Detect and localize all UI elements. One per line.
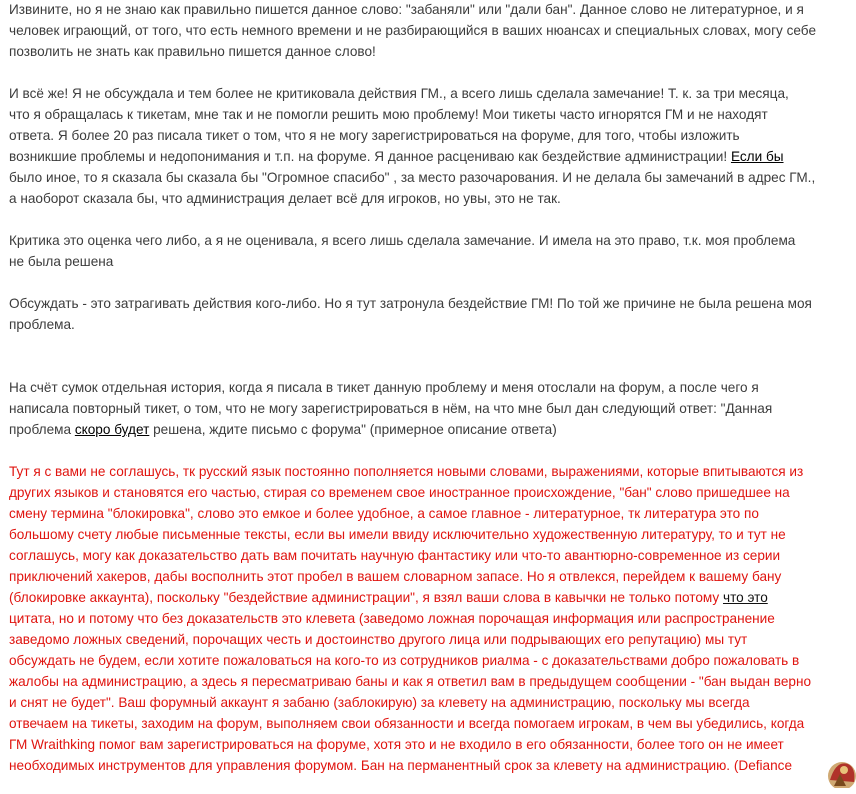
quote-line [9,146,856,167]
moderator-reply-line [9,587,856,608]
moderator-reply-line: большому счету любые письменные тексты, если вы имели ввиду исключительно художественную литературу, то и тут не [9,527,786,542]
quote-line: И всё же! Я не обсуждала и тем более не критиковала действия ГМ., а всего лишь сделала замечание! Т. к. за три месяца, [9,86,789,101]
quote-line: написала повторный тикет, о том, что не могу зарегистрироваться в нём, на что мне был дан следующий ответ: "Данная [9,401,773,416]
quote-line: Извините, но я не знаю как правильно пишется данное слово: "забаняли" или "дали бан". Данное слово не литературное, и я [9,2,804,17]
moderator-reply-line: обсуждать не будем, если хотите пожаловаться на кого-то из сотрудников риалма - с доказательствами добро пожаловать в [9,653,800,668]
moderator-reply-line: отвечаем на тикеты, заходим на форум, выполняем свои обязанности и всегда помогаем игрокам, в чем вы убедились, когда [9,716,805,731]
quote-line: На счёт сумок отдельная история, когда я писала в тикет данную проблему и меня отослали на форум, а после чего я [9,380,759,395]
quote-line: а наоборот сказала бы, что администрация делает всё для игроков, но увы, это не так. [9,191,561,206]
quote-line: было иное, то я сказала бы сказала бы "Огромное спасибо" , за место разочарования. И не делала бы замечаний в адрес ГМ., [9,170,816,185]
quote-line: ответа. Я более 20 раз писала тикет о том, что я не могу зарегистрироваться на форуме, для того, чтобы изложить [9,128,740,143]
quote-line: не была решена [9,254,114,269]
quote-line: Обсуждать - это затрагивать действия кого-либо. Но я тут затронула бездействие ГМ! По той же причине не была решена моя [9,296,812,311]
forum-post [9,0,856,776]
moderator-reply-line: цитата, но и потому что без доказательств это клевета (заведомо ложная порочащая информация или распространение [9,611,775,626]
moderator-reply-line: приключений хакеров, дабы восполнить этот пробел в вашем словарном запасе. Но я отвлекся, перейдем к вашему бану [9,569,782,584]
quote-line: проблема. [9,317,75,332]
moderator-reply-line: Тут я с вами не соглашусь, тк русский язык постоянно пополняется новыми словами, выражениями, которые впитываются из [9,464,804,479]
inline-link-chto-eto[interactable]: что это [722,590,768,605]
moderator-reply-line: жалобы на администрацию, а здесь я пересматриваю баны и как я ответил вам в предыдущем сообщении - "бан выдан верно [9,674,812,689]
moderator-reply-line: ГМ Wraithking помог вам зарегистрироваться на форуме, хотя это и не входило в его обязанности, более того он не имеет [9,737,784,752]
quote-text: возникшие проблемы и недопонимания и т.п. на форуме. Я данное расцениваю как бездействие администрации! [9,149,731,164]
moderator-reply-line: необходимых инструментов для управления форумом. Бан на перманентный срок за клевету на администрацию. (Defiance [9,758,793,773]
quote-line: что я обращалась к тикетам, мне так и не помогли решить мою проблему! Мои тикеты часто игнорятся ГМ и не находят [9,107,768,122]
inline-link-esli-by[interactable]: Если бы [730,149,784,164]
quote-text: решена, ждите письмо с форума" (примерное описание ответа) [149,422,557,437]
moderator-reply-line: смену термина "блокировка", слово это емкое и более удобное, а самое главное - литературное, тк литература это по [9,506,759,521]
quote-line: человек играющий, от того, что есть немного времени и не разбирающийся в ваших нюансах и специальных словах, могу себе [9,23,817,38]
game-character-avatar-icon [814,750,856,788]
inline-link-skoro-budet[interactable]: скоро будет [74,422,150,437]
moderator-reply-line: соглашусь, могу как доказательство дать вам почитать научную фантастику или что-то авантюрно-современное из серии [9,548,781,563]
quote-line [9,419,856,440]
quote-line: Критика это оценка чего либо, а я не оценивала, я всего лишь сделала замечание. И имела на это право, т.к. моя проблема [9,233,796,248]
moderator-reply-line: и снят не будет". Ваш форумный аккаунт я забаню (заблокирую) за клевету на администрацию, поскольку мы всегда [9,695,750,710]
quote-line: позволить не знать как правильно пишется данное слово! [9,44,376,59]
moderator-reply-line: заведомо ложных сведений, порочащих честь и достоинство другого лица или подрывающих его репутацию) мы тут [9,632,748,647]
quote-text: проблема [9,422,75,437]
reply-text: (блокировке аккаунта), поскольку "бездействие администрации", я взял ваши слова в кавычки не только потому [9,590,723,605]
moderator-reply-line: других языков и становятся его частью, стирая со временем свое иностранное происхождение, "бан" слово пришедшее на [9,485,790,500]
